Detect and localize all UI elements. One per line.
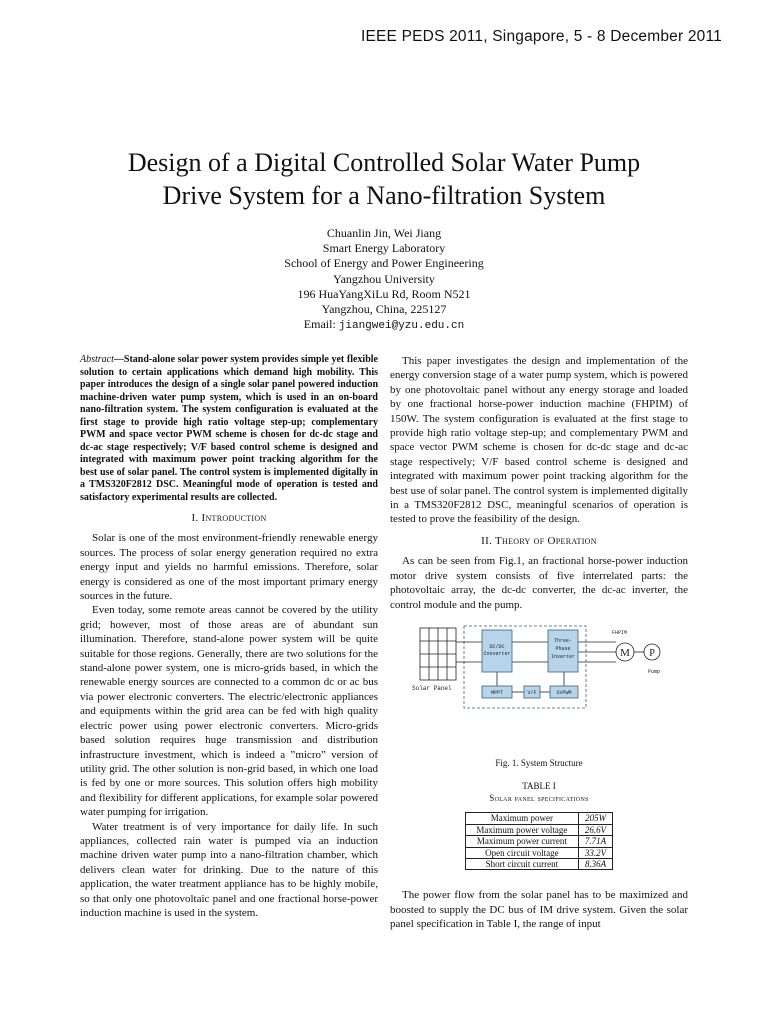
right-paragraph-2: The power flow from the solar panel has to be maximized and boosted to supply the DC bus of IM drive system. Given the solar panel specification in Table I, the range of input bbox=[390, 889, 688, 931]
author-school: School of Energy and Power Engineering bbox=[284, 256, 484, 271]
intro-paragraph-2: Even today, some remote areas cannot be covered by the utility grid; however, most of those areas are of abundant sun illumination. Therefore, stand-alone power system will be quite suitable for those regions. Generally, there are two solutions for the stand-alone power system, one is micro-grids based, in which the renewable energy sources are connected to a common dc or ac bus via power electronic converters. The electric/electronic appliances and equipments within the grid area can be fed with high quality electric power using power electronic converters. Micro-grids based solution requires huge transmission and distribution infrastructure investment, which is indeed a ”micro” version of utility grid. The other solution is non-grid based, in which one load is fed by one or more sources. This solution offers high mobility and flexibility for different applications, for example solar powered water pumping for irrigation. bbox=[80, 604, 378, 819]
figure-caption: Fig. 1. System Structure bbox=[495, 757, 583, 768]
author-email-line bbox=[180, 317, 588, 334]
right-paragraph-1: This paper investigates the design and implementation of the energy conversion stage of a water pump system, which is powered by one photovoltaic panel without any energy storage and loaded by one fractional horse-power induction machine (FHPIM) of 150W. The system configuration is evaluated at the first stage to provide high ratio voltage step-up; and complementary PWM and space vector PWM scheme is chosen for dc-dc stage and dc-ac stage respectively; V/F based control scheme is designed and integrated with maximum power point tracking algorithm for the best use of solar panel. The control system is implemented digitally in a TMS320F2812 DSC, meaningful scenarios of operation is tested to prove the feasibility of the design. bbox=[390, 355, 688, 526]
author-block bbox=[180, 226, 588, 334]
abstract bbox=[80, 354, 378, 504]
vf-label: V/F bbox=[527, 689, 537, 696]
fhpim-label: FHPIM bbox=[612, 629, 628, 636]
table-cell-label: Maximum power current bbox=[465, 836, 578, 847]
table-cell-value: 8.36A bbox=[578, 858, 612, 869]
paper-title bbox=[40, 146, 728, 212]
author-lab: Smart Energy Laboratory bbox=[322, 241, 446, 256]
table-row bbox=[465, 813, 612, 824]
section-heading-theory: II. Theory of Operation bbox=[481, 534, 597, 547]
conference-header: IEEE PEDS 2011, Singapore, 5 - 8 December 2011 bbox=[360, 28, 722, 45]
inverter-label-3: Inverter bbox=[550, 653, 576, 660]
theory-paragraph: As can be seen from Fig.1, an fractional horse-power induction motor drive system consists of five interrelated parts: the photovoltaic array, the dc-dc converter, the dc-ac inverter, the control module and the pump. bbox=[390, 555, 688, 611]
motor-letter: M bbox=[620, 646, 630, 659]
intro-paragraph-3: Water treatment is of very importance for daily life. In such appliances, collected rain water is pumped via an induction machine driven water pump into a nano-filtration chamber, which delivers clean water for drinking. Due to the nature of this application, the water treatment appliance has to be highly mobile, so that only one photovoltaic panel and one fractional horse-power induction machine is used in the system. bbox=[80, 820, 378, 919]
table-cell-label: Short circuit current bbox=[465, 858, 578, 869]
table-cell-value: 7.71A bbox=[578, 836, 612, 847]
table-row bbox=[465, 858, 612, 869]
author-city: Yangzhou, China, 225127 bbox=[321, 302, 447, 317]
abstract-label: Abstract bbox=[80, 354, 114, 365]
table-heading bbox=[390, 780, 688, 804]
solar-panel-label: Solar Panel bbox=[412, 684, 452, 692]
mppt-label: MPPT bbox=[490, 689, 504, 696]
table-row bbox=[465, 836, 612, 847]
solar-spec-table bbox=[465, 812, 613, 870]
figure-system-structure bbox=[390, 622, 688, 752]
table-cell-value: 33.2V bbox=[578, 847, 612, 858]
solar-panel-grid bbox=[420, 628, 456, 680]
table-cell-value: 205W bbox=[578, 813, 612, 824]
author-names: Chuanlin Jin, Wei Jiang bbox=[326, 226, 442, 240]
intro-paragraph-1: Solar is one of the most environment-friendly renewable energy sources. The process of solar energy generation required no extra energy input and yields no harmful emissions. Therefore, solar energy is considered as one of the most important primary energy sources in the future. bbox=[80, 532, 378, 603]
table-cell-label: Maximum power voltage bbox=[465, 824, 578, 835]
inverter-label-2: Phase bbox=[555, 645, 571, 652]
email-label: Email: bbox=[303, 317, 339, 332]
author-university: Yangzhou University bbox=[333, 271, 435, 286]
title-line-2: Drive System for a Nano-filtration System bbox=[162, 181, 606, 210]
table-cell-value: 26.6V bbox=[578, 824, 612, 835]
table-row bbox=[465, 847, 612, 858]
left-column bbox=[80, 354, 378, 920]
right-column bbox=[390, 354, 688, 932]
table-row bbox=[465, 824, 612, 835]
svpwm-label: SVPWM bbox=[556, 689, 572, 696]
title-line-1: Design of a Digital Controlled Solar Water Pump bbox=[127, 148, 641, 177]
pump-label: Pump bbox=[648, 668, 661, 675]
author-email: jiangwei@yzu.edu.cn bbox=[338, 320, 465, 333]
section-heading-introduction: I. Introduction bbox=[191, 512, 267, 524]
dcdc-label-2: Converter bbox=[483, 650, 511, 657]
abstract-text: —Stand-alone solar power system provides simple yet flexible solution to certain applications which demand high mobility. This paper introduces the design of a single solar panel powered induction machine-driven water pump system, which is used in an on-board nano-filtration system. The system configuration is evaluated at the first stage to provide high ratio voltage step-up; complementary PWM and space vector PWM scheme is chosen for dc-dc stage and dc-ac stage respectively; V/F based control scheme is designed and integrated with maximum power point tracking algorithm for the best use of solar panel. The control system is implemented digitally in a TMS320F2812 DSC. Meaningful mode of operation is tested and satisfactory experimental results are collected. bbox=[80, 354, 378, 503]
table-cell-label: Open circuit voltage bbox=[465, 847, 578, 858]
pump-letter: P bbox=[649, 647, 655, 659]
system-diagram bbox=[390, 622, 688, 752]
author-address: 196 HuaYangXiLu Rd, Room N521 bbox=[297, 286, 471, 301]
dcdc-label-1: DC/DC bbox=[489, 643, 505, 650]
inverter-label-1: Three- bbox=[553, 637, 573, 644]
table-title: Solar panel specifications bbox=[489, 793, 589, 804]
table-number: TABLE I bbox=[522, 781, 556, 792]
table-cell-label: Maximum power bbox=[465, 813, 578, 824]
